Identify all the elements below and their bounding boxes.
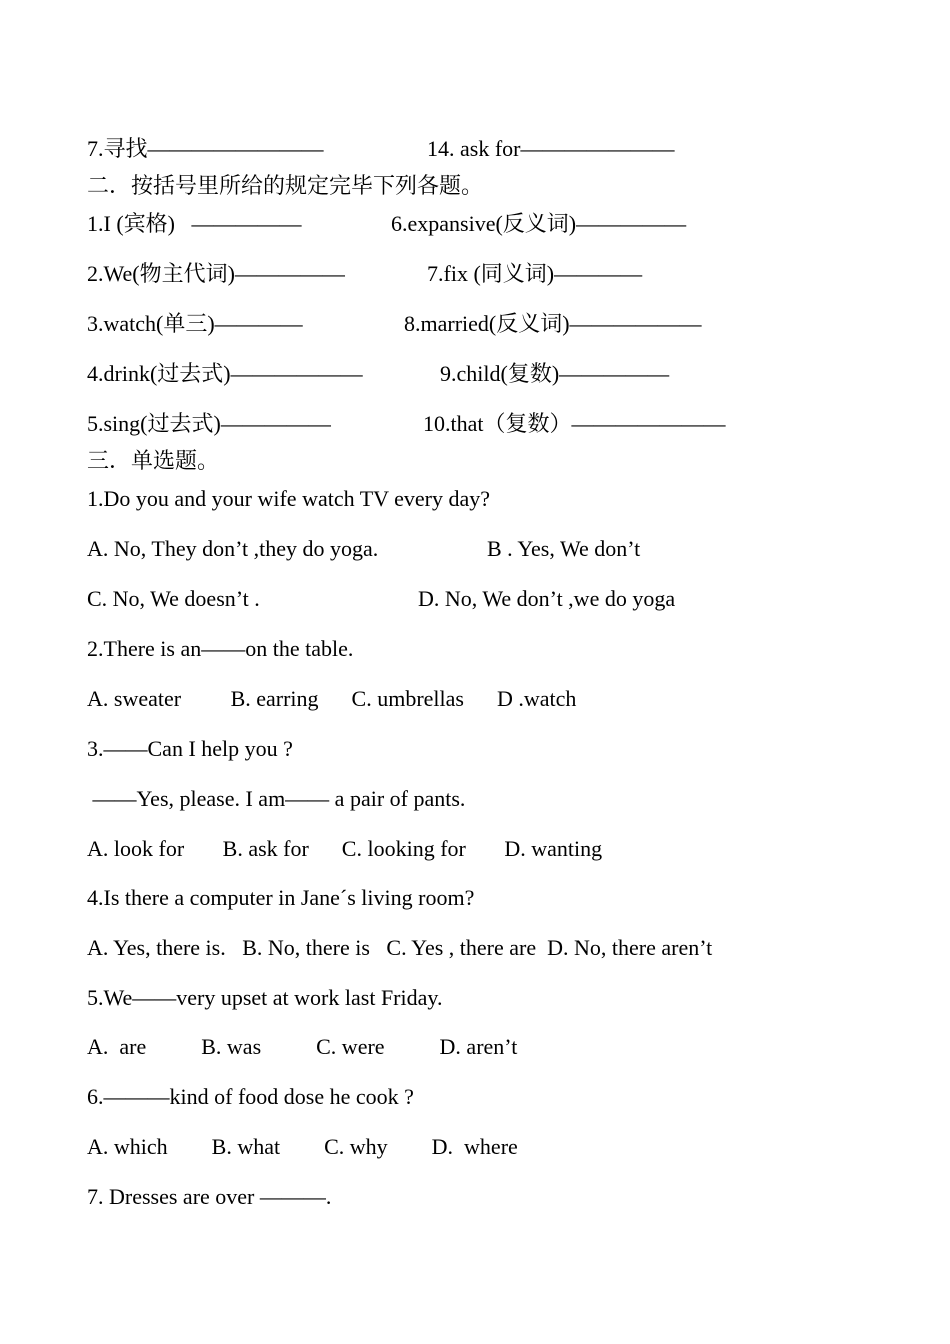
question-5-options: A. are B. was C. were D. aren’t bbox=[87, 1034, 518, 1059]
question-2: 2.There is an——on the table. bbox=[87, 636, 354, 661]
vocab-line-7-14-left: 7.寻找———————— bbox=[87, 136, 324, 161]
question-3-reply: ——Yes, please. I am—— a pair of pants. bbox=[87, 786, 466, 811]
question-6: 6.———kind of food dose he cook ? bbox=[87, 1084, 414, 1109]
question-1-option-a: A. No, They don’t ,they do yoga. bbox=[87, 536, 379, 561]
question-7: 7. Dresses are over ———. bbox=[87, 1184, 332, 1209]
form-item-9: 9.child(复数)————— bbox=[440, 361, 670, 386]
question-3: 3.——Can I help you ? bbox=[87, 736, 293, 761]
form-item-5: 5.sing(过去式)————— bbox=[87, 411, 331, 436]
question-1: 1.Do you and your wife watch TV every day? bbox=[87, 486, 491, 511]
form-item-1: 1.I (宾格) ————— bbox=[87, 211, 302, 236]
section-three-heading: 三．单选题。 bbox=[87, 448, 220, 473]
question-1-option-c: C. No, We doesn’t . bbox=[87, 586, 260, 611]
question-4: 4.Is there a computer in Jane´s living room? bbox=[87, 885, 475, 910]
vocab-line-7-14-right: 14. ask for——————— bbox=[427, 136, 675, 161]
form-item-4: 4.drink(过去式)—————— bbox=[87, 361, 363, 386]
question-5: 5.We——very upset at work last Friday. bbox=[87, 985, 443, 1010]
question-1-option-d: D. No, We don’t ,we do yoga bbox=[418, 586, 676, 611]
form-item-6: 6.expansive(反义词)————— bbox=[391, 211, 687, 236]
form-item-2: 2.We(物主代词)————— bbox=[87, 261, 345, 286]
question-2-options: A. sweater B. earring C. umbrellas D .watch bbox=[87, 686, 577, 711]
form-item-10: 10.that（复数）——————— bbox=[423, 411, 726, 436]
question-6-options: A. which B. what C. why D. where bbox=[87, 1134, 518, 1159]
form-item-3: 3.watch(单三)———— bbox=[87, 311, 303, 336]
question-4-options: A. Yes, there is. B. No, there is C. Yes , there are D. No, there aren’t bbox=[87, 935, 713, 960]
question-3-options: A. look for B. ask for C. looking for D. wanting bbox=[87, 836, 603, 861]
form-item-7: 7.fix (同义词)———— bbox=[427, 261, 643, 286]
section-two-heading: 二．按括号里所给的规定完毕下列各题。 bbox=[87, 173, 484, 198]
form-item-8: 8.married(反义词)—————— bbox=[404, 311, 702, 336]
question-1-option-b: B . Yes, We don’t bbox=[487, 536, 641, 561]
